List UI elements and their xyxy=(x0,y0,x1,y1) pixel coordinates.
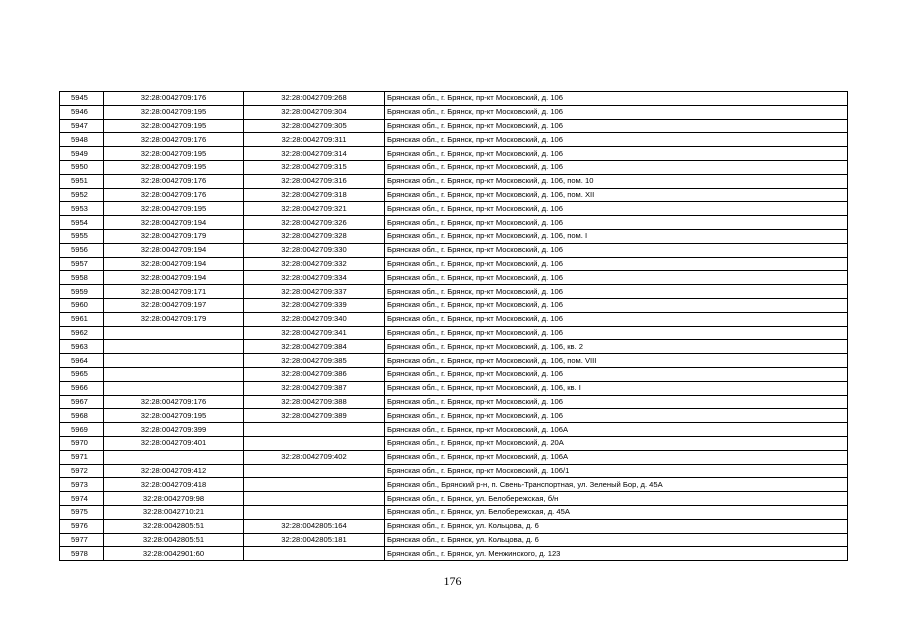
table-row xyxy=(60,326,848,340)
object-number-cell: 32:28:0042709:389 xyxy=(244,409,385,423)
parcel-number-cell: 32:28:0042709:195 xyxy=(104,202,244,216)
address-cell: Брянская обл., г. Брянск, пр-кт Московский, д. 106/1 xyxy=(385,464,848,478)
register-table xyxy=(59,91,848,561)
object-number-cell: 32:28:0042805:164 xyxy=(244,519,385,533)
parcel-number-cell: 32:28:0042805:51 xyxy=(104,533,244,547)
table-row xyxy=(60,367,848,381)
table-row xyxy=(60,354,848,368)
object-number-cell: 32:28:0042709:268 xyxy=(244,92,385,106)
row-number-cell: 5963 xyxy=(60,340,104,354)
parcel-number-cell: 32:28:0042709:194 xyxy=(104,271,244,285)
row-number-cell: 5945 xyxy=(60,92,104,106)
table-row xyxy=(60,188,848,202)
table-row xyxy=(60,436,848,450)
table-row xyxy=(60,409,848,423)
object-number-cell xyxy=(244,547,385,561)
row-number-cell: 5978 xyxy=(60,547,104,561)
parcel-number-cell: 32:28:0042709:179 xyxy=(104,229,244,243)
object-number-cell: 32:28:0042709:384 xyxy=(244,340,385,354)
object-number-cell: 32:28:0042709:402 xyxy=(244,450,385,464)
table-row xyxy=(60,395,848,409)
table-row xyxy=(60,174,848,188)
row-number-cell: 5952 xyxy=(60,188,104,202)
address-cell: Брянская обл., г. Брянск, пр-кт Московский, д. 106А xyxy=(385,450,848,464)
row-number-cell: 5957 xyxy=(60,257,104,271)
object-number-cell: 32:28:0042709:316 xyxy=(244,174,385,188)
parcel-number-cell: 32:28:0042805:51 xyxy=(104,519,244,533)
object-number-cell: 32:28:0042709:305 xyxy=(244,119,385,133)
table-row xyxy=(60,533,848,547)
table-row xyxy=(60,381,848,395)
table-row xyxy=(60,105,848,119)
parcel-number-cell: 32:28:0042709:194 xyxy=(104,216,244,230)
parcel-number-cell: 32:28:0042709:418 xyxy=(104,478,244,492)
parcel-number-cell: 32:28:0042709:412 xyxy=(104,464,244,478)
parcel-number-cell: 32:28:0042709:401 xyxy=(104,436,244,450)
page-number: 176 xyxy=(443,574,462,588)
address-cell: Брянская обл., г. Брянск, пр-кт Московский, д. 106 xyxy=(385,133,848,147)
object-number-cell: 32:28:0042805:181 xyxy=(244,533,385,547)
row-number-cell: 5973 xyxy=(60,478,104,492)
row-number-cell: 5976 xyxy=(60,519,104,533)
row-number-cell: 5947 xyxy=(60,119,104,133)
parcel-number-cell: 32:28:0042709:195 xyxy=(104,409,244,423)
row-number-cell: 5968 xyxy=(60,409,104,423)
object-number-cell xyxy=(244,464,385,478)
parcel-number-cell: 32:28:0042709:195 xyxy=(104,160,244,174)
address-cell: Брянская обл., г. Брянск, пр-кт Московский, д. 106, пом. VIII xyxy=(385,354,848,368)
table-row xyxy=(60,92,848,106)
table-row xyxy=(60,216,848,230)
object-number-cell: 32:28:0042709:341 xyxy=(244,326,385,340)
row-number-cell: 5964 xyxy=(60,354,104,368)
row-number-cell: 5955 xyxy=(60,229,104,243)
row-number-cell: 5961 xyxy=(60,312,104,326)
parcel-number-cell: 32:28:0042709:195 xyxy=(104,119,244,133)
address-cell: Брянская обл., г. Брянск, пр-кт Московский, д. 106 xyxy=(385,119,848,133)
table-row xyxy=(60,133,848,147)
address-cell: Брянская обл., г. Брянск, пр-кт Московский, д. 106 xyxy=(385,243,848,257)
address-cell: Брянская обл., г. Брянск, пр-кт Московский, д. 106, кв. 2 xyxy=(385,340,848,354)
row-number-cell: 5970 xyxy=(60,436,104,450)
object-number-cell: 32:28:0042709:334 xyxy=(244,271,385,285)
row-number-cell: 5967 xyxy=(60,395,104,409)
row-number-cell: 5962 xyxy=(60,326,104,340)
row-number-cell: 5965 xyxy=(60,367,104,381)
row-number-cell: 5974 xyxy=(60,492,104,506)
table-row xyxy=(60,505,848,519)
parcel-number-cell: 32:28:0042709:194 xyxy=(104,257,244,271)
parcel-number-cell: 32:28:0042709:176 xyxy=(104,92,244,106)
parcel-number-cell xyxy=(104,340,244,354)
address-cell: Брянская обл., г. Брянск, пр-кт Московский, д. 106 xyxy=(385,298,848,312)
table-row xyxy=(60,492,848,506)
row-number-cell: 5959 xyxy=(60,285,104,299)
parcel-number-cell: 32:28:0042901:60 xyxy=(104,547,244,561)
parcel-number-cell: 32:28:0042709:176 xyxy=(104,133,244,147)
table-row xyxy=(60,285,848,299)
address-cell: Брянская обл., г. Брянск, пр-кт Московский, д. 106 xyxy=(385,92,848,106)
row-number-cell: 5956 xyxy=(60,243,104,257)
table-row xyxy=(60,478,848,492)
address-cell: Брянская обл., г. Брянск, пр-кт Московский, д. 106 xyxy=(385,202,848,216)
address-cell: Брянская обл., г. Брянск, пр-кт Московский, д. 106 xyxy=(385,285,848,299)
object-number-cell: 32:28:0042709:332 xyxy=(244,257,385,271)
table-row xyxy=(60,160,848,174)
address-cell: Брянская обл., г. Брянск, пр-кт Московский, д. 106 xyxy=(385,216,848,230)
row-number-cell: 5977 xyxy=(60,533,104,547)
address-cell: Брянская обл., г. Брянск, пр-кт Московский, д. 106 xyxy=(385,147,848,161)
object-number-cell: 32:28:0042709:318 xyxy=(244,188,385,202)
parcel-number-cell: 32:28:0042709:195 xyxy=(104,105,244,119)
table-row xyxy=(60,147,848,161)
address-cell: Брянская обл., г. Брянск, пр-кт Московский, д. 20А xyxy=(385,436,848,450)
register-table-body xyxy=(60,92,848,561)
address-cell: Брянская обл., г. Брянск, пр-кт Московский, д. 106 xyxy=(385,409,848,423)
table-row xyxy=(60,464,848,478)
table-row xyxy=(60,243,848,257)
row-number-cell: 5972 xyxy=(60,464,104,478)
object-number-cell: 32:28:0042709:321 xyxy=(244,202,385,216)
address-cell: Брянская обл., г. Брянск, пр-кт Московский, д. 106А xyxy=(385,423,848,437)
row-number-cell: 5950 xyxy=(60,160,104,174)
table-row xyxy=(60,519,848,533)
address-cell: Брянская обл., г. Брянск, пр-кт Московский, д. 106 xyxy=(385,312,848,326)
object-number-cell: 32:28:0042709:326 xyxy=(244,216,385,230)
parcel-number-cell: 32:28:0042709:98 xyxy=(104,492,244,506)
object-number-cell: 32:28:0042709:330 xyxy=(244,243,385,257)
object-number-cell: 32:28:0042709:387 xyxy=(244,381,385,395)
row-number-cell: 5966 xyxy=(60,381,104,395)
table-row xyxy=(60,423,848,437)
address-cell: Брянская обл., г. Брянск, пр-кт Московский, д. 106 xyxy=(385,395,848,409)
row-number-cell: 5960 xyxy=(60,298,104,312)
row-number-cell: 5946 xyxy=(60,105,104,119)
address-cell: Брянская обл., г. Брянск, пр-кт Московский, д. 106, кв. I xyxy=(385,381,848,395)
row-number-cell: 5958 xyxy=(60,271,104,285)
parcel-number-cell xyxy=(104,354,244,368)
table-row xyxy=(60,119,848,133)
parcel-number-cell: 32:28:0042709:195 xyxy=(104,147,244,161)
row-number-cell: 5948 xyxy=(60,133,104,147)
table-row xyxy=(60,202,848,216)
table-row xyxy=(60,298,848,312)
parcel-number-cell: 32:28:0042709:194 xyxy=(104,243,244,257)
address-cell: Брянская обл., г. Брянск, пр-кт Московский, д. 106 xyxy=(385,271,848,285)
row-number-cell: 5953 xyxy=(60,202,104,216)
parcel-number-cell xyxy=(104,381,244,395)
address-cell: Брянская обл., г. Брянск, ул. Кольцова, д. 6 xyxy=(385,519,848,533)
object-number-cell xyxy=(244,423,385,437)
parcel-number-cell: 32:28:0042709:197 xyxy=(104,298,244,312)
address-cell: Брянская обл., г. Брянск, пр-кт Московский, д. 106 xyxy=(385,367,848,381)
parcel-number-cell: 32:28:0042709:176 xyxy=(104,395,244,409)
table-row xyxy=(60,340,848,354)
object-number-cell: 32:28:0042709:388 xyxy=(244,395,385,409)
object-number-cell: 32:28:0042709:340 xyxy=(244,312,385,326)
object-number-cell: 32:28:0042709:314 xyxy=(244,147,385,161)
parcel-number-cell xyxy=(104,450,244,464)
parcel-number-cell: 32:28:0042709:399 xyxy=(104,423,244,437)
parcel-number-cell: 32:28:0042709:179 xyxy=(104,312,244,326)
address-cell: Брянская обл., г. Брянск, пр-кт Московский, д. 106, пом. I xyxy=(385,229,848,243)
row-number-cell: 5954 xyxy=(60,216,104,230)
row-number-cell: 5951 xyxy=(60,174,104,188)
object-number-cell: 32:28:0042709:328 xyxy=(244,229,385,243)
object-number-cell xyxy=(244,436,385,450)
table-row xyxy=(60,312,848,326)
object-number-cell: 32:28:0042709:339 xyxy=(244,298,385,312)
row-number-cell: 5949 xyxy=(60,147,104,161)
object-number-cell xyxy=(244,478,385,492)
address-cell: Брянская обл., г. Брянск, ул. Менжинского, д. 123 xyxy=(385,547,848,561)
table-row xyxy=(60,271,848,285)
parcel-number-cell: 32:28:0042709:176 xyxy=(104,188,244,202)
row-number-cell: 5975 xyxy=(60,505,104,519)
object-number-cell xyxy=(244,492,385,506)
table-row xyxy=(60,257,848,271)
object-number-cell: 32:28:0042709:386 xyxy=(244,367,385,381)
object-number-cell: 32:28:0042709:304 xyxy=(244,105,385,119)
address-cell: Брянская обл., г. Брянск, пр-кт Московский, д. 106, пом. XII xyxy=(385,188,848,202)
row-number-cell: 5969 xyxy=(60,423,104,437)
object-number-cell xyxy=(244,505,385,519)
address-cell: Брянская обл., Брянский р-н, п. Свень-Транспортная, ул. Зеленый Бор, д. 45А xyxy=(385,478,848,492)
parcel-number-cell xyxy=(104,326,244,340)
parcel-number-cell: 32:28:0042709:171 xyxy=(104,285,244,299)
table-row xyxy=(60,229,848,243)
table-row xyxy=(60,450,848,464)
address-cell: Брянская обл., г. Брянск, пр-кт Московский, д. 106, пом. 10 xyxy=(385,174,848,188)
address-cell: Брянская обл., г. Брянск, ул. Белобережская, б/н xyxy=(385,492,848,506)
object-number-cell: 32:28:0042709:315 xyxy=(244,160,385,174)
address-cell: Брянская обл., г. Брянск, пр-кт Московский, д. 106 xyxy=(385,105,848,119)
object-number-cell: 32:28:0042709:311 xyxy=(244,133,385,147)
row-number-cell: 5971 xyxy=(60,450,104,464)
address-cell: Брянская обл., г. Брянск, ул. Кольцова, д. 6 xyxy=(385,533,848,547)
table-row xyxy=(60,547,848,561)
parcel-number-cell: 32:28:0042709:176 xyxy=(104,174,244,188)
object-number-cell: 32:28:0042709:385 xyxy=(244,354,385,368)
parcel-number-cell xyxy=(104,367,244,381)
address-cell: Брянская обл., г. Брянск, пр-кт Московский, д. 106 xyxy=(385,257,848,271)
object-number-cell: 32:28:0042709:337 xyxy=(244,285,385,299)
parcel-number-cell: 32:28:0042710:21 xyxy=(104,505,244,519)
address-cell: Брянская обл., г. Брянск, пр-кт Московский, д. 106 xyxy=(385,326,848,340)
address-cell: Брянская обл., г. Брянск, пр-кт Московский, д. 106 xyxy=(385,160,848,174)
address-cell: Брянская обл., г. Брянск, ул. Белобережская, д. 45А xyxy=(385,505,848,519)
